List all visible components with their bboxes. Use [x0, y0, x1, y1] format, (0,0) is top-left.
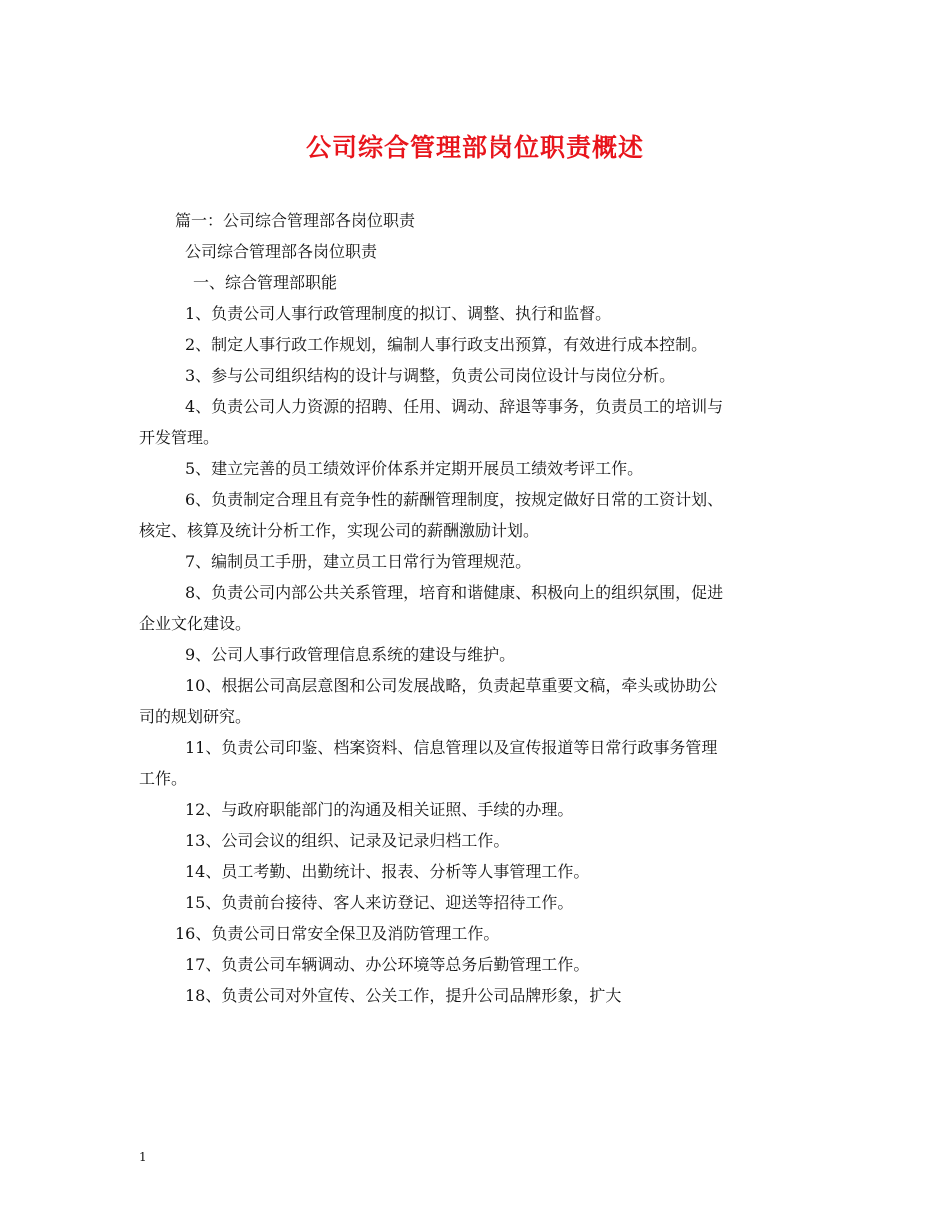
duty-item-text: 8、负责公司内部公共关系管理，培育和谐健康、积极向上的组织氛围，促进	[185, 583, 724, 602]
duty-item-text: 5、建立完善的员工绩效评价体系并定期开展员工绩效考评工作。	[185, 459, 644, 478]
document-title: 公司综合管理部岗位职责概述	[305, 133, 644, 162]
document-body	[139, 205, 814, 1011]
duty-item	[139, 794, 814, 825]
duty-item-text: 6、负责制定合理且有竞争性的薪酬管理制度，按规定做好日常的工资计划、	[185, 490, 724, 509]
duty-item-text: 4、负责公司人力资源的招聘、任用、调动、辞退等事务，负责员工的培训与	[185, 397, 724, 416]
duty-item	[139, 639, 814, 670]
duty-item-text: 11、负责公司印鉴、档案资料、信息管理以及宣传报道等日常行政事务管理	[185, 738, 718, 757]
duty-item-continuation: 核定、核算及统计分析工作，实现公司的薪酬激励计划。	[139, 521, 540, 540]
duty-item	[139, 484, 814, 546]
duty-item	[139, 856, 814, 887]
duty-item-text: 9、公司人事行政管理信息系统的建设与维护。	[185, 645, 516, 664]
duty-item-text: 3、参与公司组织结构的设计与调整，负责公司岗位设计与岗位分析。	[185, 366, 676, 385]
duty-item-continuation: 司的规划研究。	[139, 707, 252, 726]
duty-item	[139, 453, 814, 484]
duty-item	[139, 825, 814, 856]
duty-item-continuation: 企业文化建设。	[139, 614, 252, 633]
duty-item	[139, 298, 814, 329]
duty-item	[139, 732, 814, 794]
duty-item-text: 15、负责前台接待、客人来访登记、迎送等招待工作。	[185, 893, 574, 912]
duty-item-text: 1、负责公司人事行政管理制度的拟订、调整、执行和监督。	[185, 304, 612, 323]
duty-item-text: 17、负责公司车辆调动、办公环境等总务后勤管理工作。	[185, 955, 590, 974]
duty-item-text: 18、负责公司对外宣传、公关工作，提升公司品牌形象，扩大	[185, 986, 622, 1005]
duty-item-text: 10、根据公司高层意图和公司发展战略，负责起草重要文稿，牵头或协助公	[185, 676, 718, 695]
duty-item	[139, 918, 814, 949]
duty-item-continuation: 工作。	[139, 769, 188, 788]
duty-item	[139, 670, 814, 732]
duty-item-text: 14、员工考勤、出勤统计、报表、分析等人事管理工作。	[185, 862, 590, 881]
duty-item-text: 12、与政府职能部门的沟通及相关证照、手续的办理。	[185, 800, 574, 819]
duty-item	[139, 546, 814, 577]
duty-item-text: 16、负责公司日常安全保卫及消防管理工作。	[175, 924, 500, 943]
duty-item-text: 13、公司会议的组织、记录及记录归档工作。	[185, 831, 510, 850]
duty-item-continuation: 开发管理。	[139, 428, 220, 447]
duty-item-text: 7、编制员工手册，建立员工日常行为管理规范。	[185, 552, 532, 571]
duty-item	[139, 360, 814, 391]
duty-item	[139, 949, 814, 980]
duty-item-text: 2、制定人事行政工作规划，编制人事行政支出预算，有效进行成本控制。	[185, 335, 708, 354]
duty-item	[139, 577, 814, 639]
duty-item	[139, 980, 814, 1011]
section-heading-2: 公司综合管理部各岗位职责	[185, 242, 378, 261]
duty-item	[139, 887, 814, 918]
duty-list	[139, 298, 814, 1011]
duty-item	[139, 329, 814, 360]
section-heading-1: 篇一：公司综合管理部各岗位职责	[175, 211, 416, 230]
duty-item	[139, 391, 814, 453]
page-number: 1	[139, 1150, 147, 1164]
section-heading-3: 一、综合管理部职能	[193, 273, 338, 292]
